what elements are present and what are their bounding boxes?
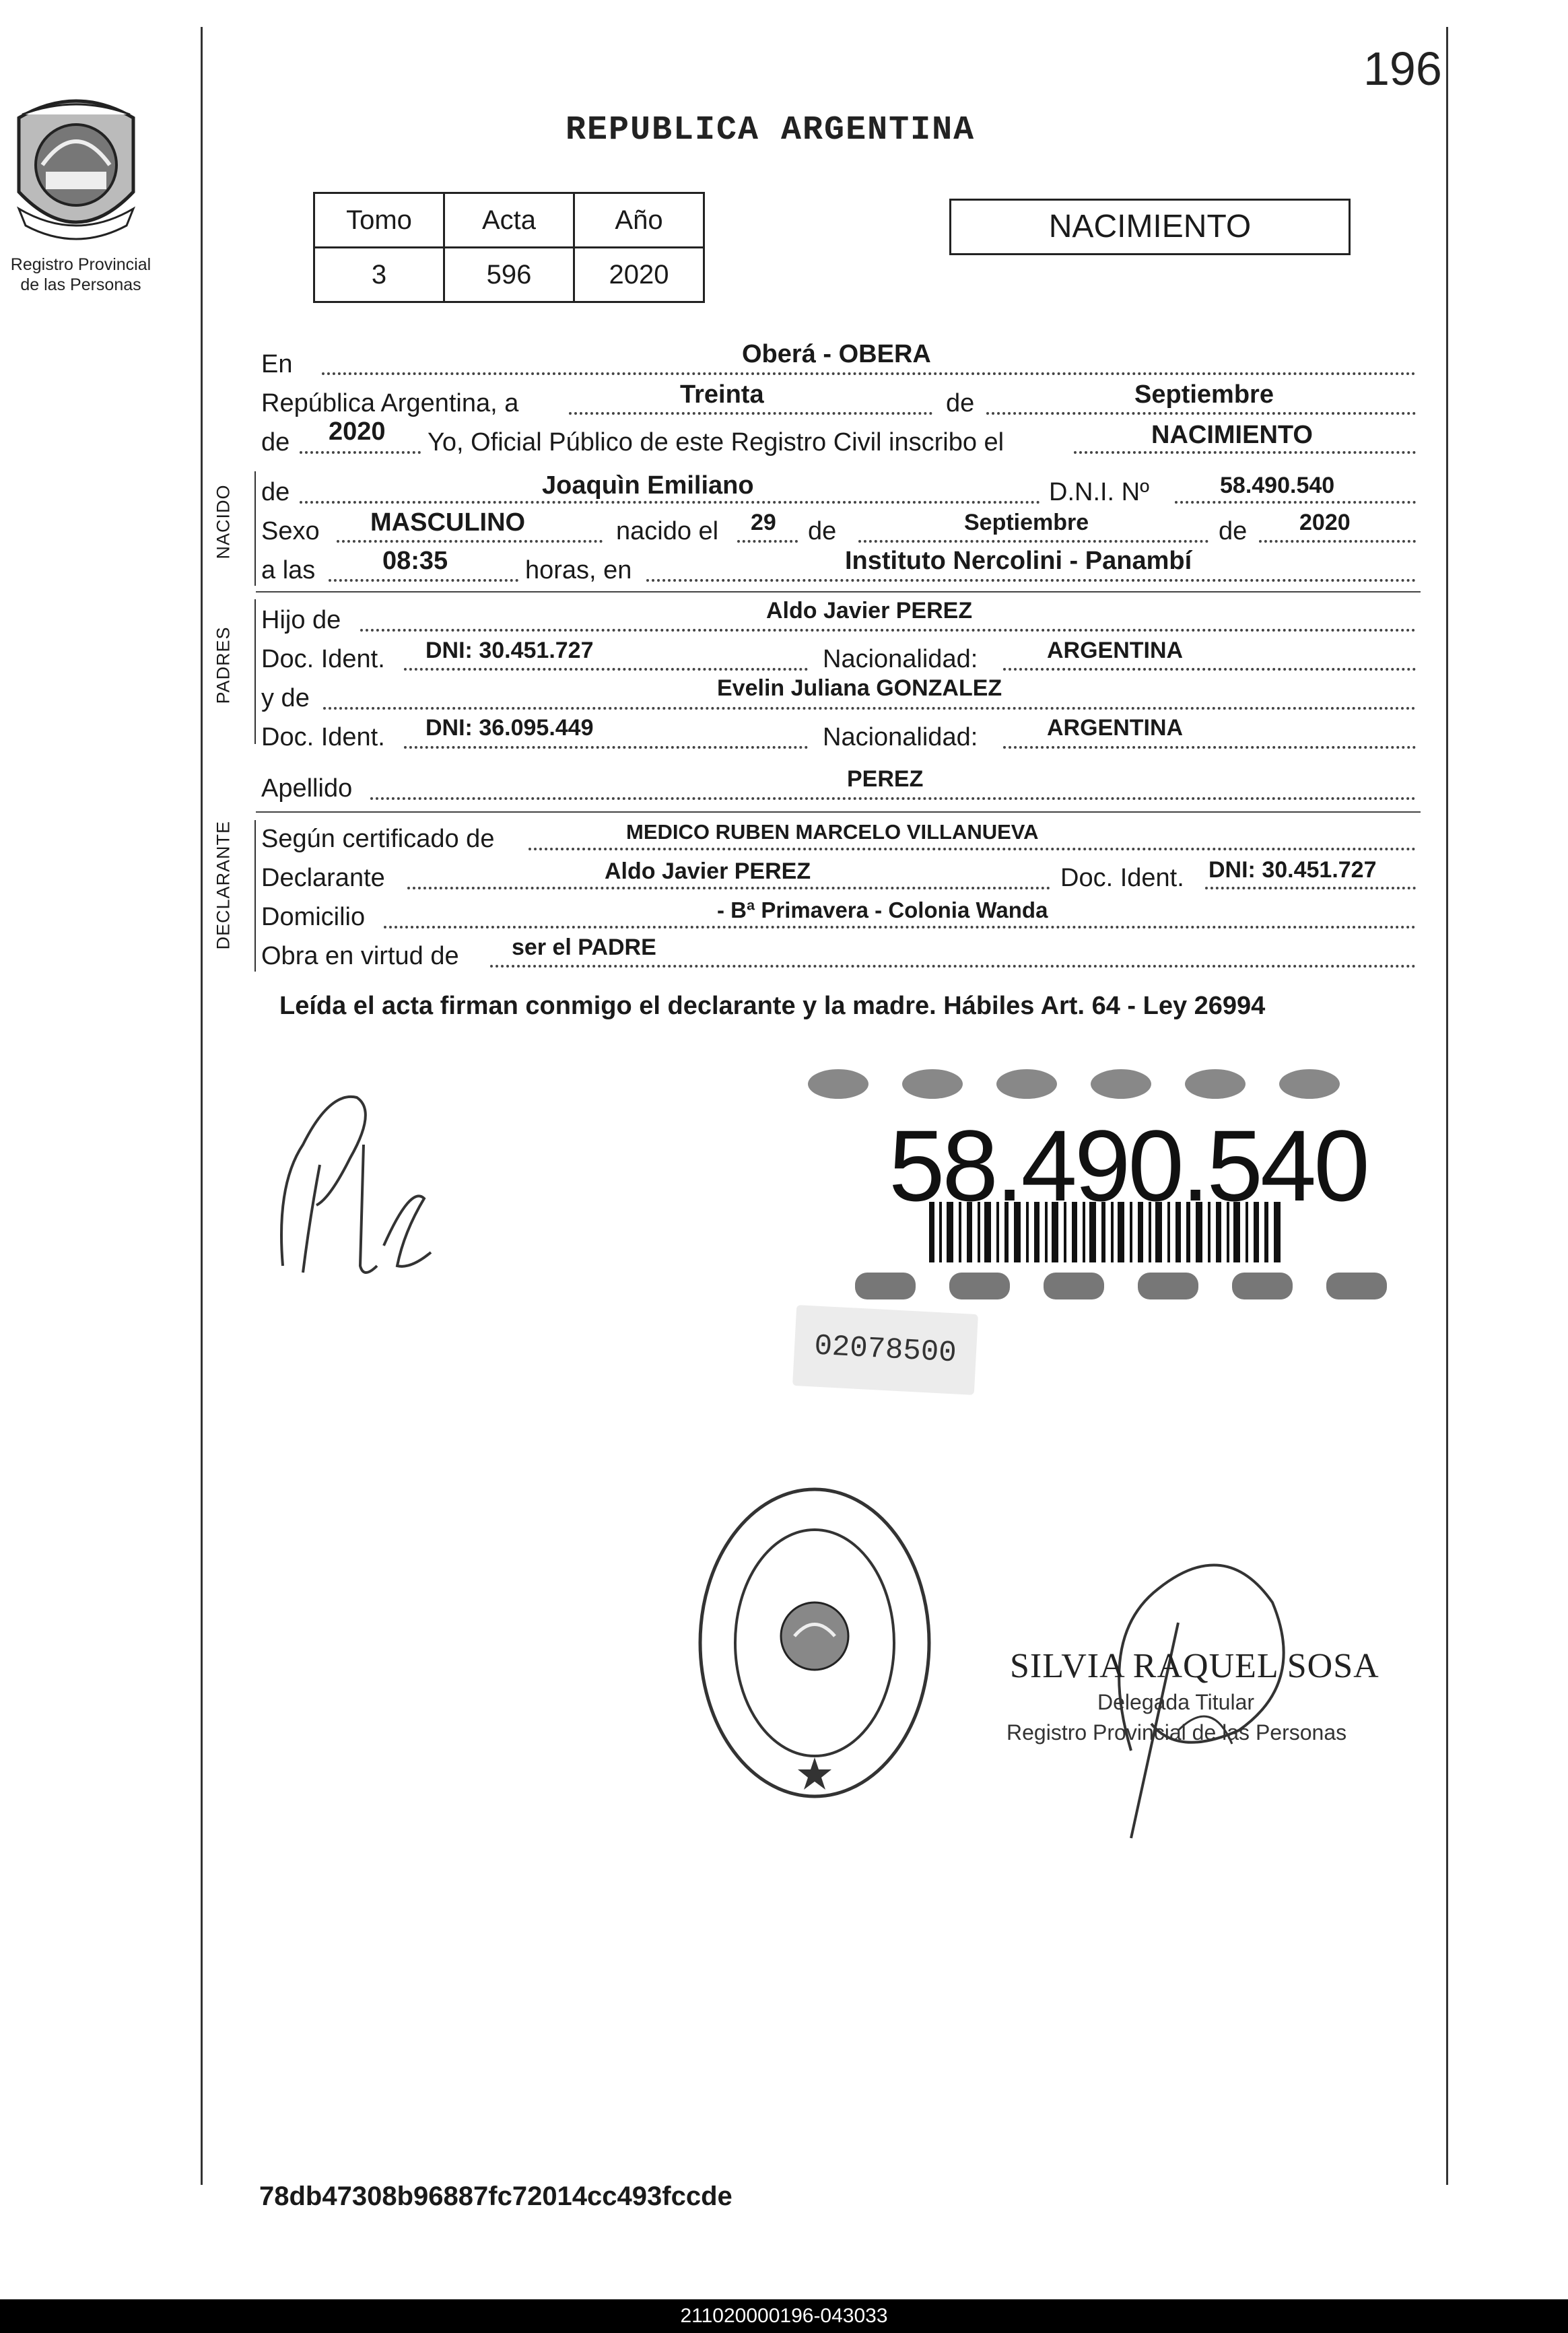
dotted-line <box>384 926 1416 928</box>
record-header: Tomo <box>314 193 444 248</box>
label-doc-ident: Doc. Ident. <box>1060 864 1184 892</box>
field-certificate-by: MEDICO RUBEN MARCELO VILLANUEVA <box>626 820 1039 844</box>
record-value: 2020 <box>574 248 704 302</box>
field-birth-day: 29 <box>751 510 776 535</box>
label-doc-ident: Doc. Ident. <box>261 645 385 673</box>
field-capacity: ser el PADRE <box>512 935 656 960</box>
dotted-line <box>737 540 798 543</box>
field-address: - Bª Primavera - Colonia Wanda <box>717 898 1048 922</box>
label-segun: Según certificado de <box>261 825 495 853</box>
dotted-line <box>1003 746 1416 749</box>
field-surname: PEREZ <box>847 766 924 792</box>
logo-caption: Registro Provincial de las Personas <box>10 255 151 294</box>
left-margin-line <box>201 27 203 2185</box>
field-declarant: Aldo Javier PEREZ <box>605 858 811 884</box>
document-hash: 78db47308b96887fc72014cc493fccde <box>259 2182 732 2211</box>
label-nacionalidad: Nacionalidad: <box>823 645 978 673</box>
dotted-line <box>646 579 1416 582</box>
section-label-declarante: DECLARANTE <box>213 820 234 950</box>
dotted-line <box>329 579 518 582</box>
field-place: Oberá - OBERA <box>742 340 931 368</box>
dotted-line <box>1259 540 1416 543</box>
signatory-role: Delegada Titular <box>1097 1690 1255 1714</box>
label-hijo-de: Hijo de <box>261 606 341 634</box>
record-header: Año <box>574 193 704 248</box>
section-label-padres: PADRES <box>213 626 234 704</box>
field-act-type: NACIMIENTO <box>1151 421 1313 449</box>
dotted-line <box>322 372 1416 375</box>
document-type-box: NACIMIENTO <box>949 199 1351 255</box>
field-birth-time: 08:35 <box>382 547 448 575</box>
record-header: Acta <box>444 193 574 248</box>
label-de: de <box>261 478 290 506</box>
dotted-line <box>300 501 1040 504</box>
label-obra: Obra en virtud de <box>261 942 459 970</box>
label-en: En <box>261 350 293 378</box>
label-a-las: a las <box>261 556 316 584</box>
field-father-name: Aldo Javier PEREZ <box>766 598 973 623</box>
record-value: 596 <box>444 248 574 302</box>
field-month: Septiembre <box>1134 380 1274 409</box>
label-de: de <box>1219 517 1248 545</box>
dotted-line <box>490 965 1416 968</box>
field-year: 2020 <box>329 417 386 446</box>
province-logo <box>5 91 147 249</box>
dotted-line <box>323 707 1416 710</box>
label-nacionalidad: Nacionalidad: <box>823 723 978 751</box>
page-title: REPUBLICA ARGENTINA <box>566 111 976 149</box>
label-republica: República Argentina, a <box>261 389 519 417</box>
dotted-line <box>370 797 1416 800</box>
signatory-office: Registro Provincial de las Personas <box>1007 1720 1347 1745</box>
dotted-line <box>404 746 808 749</box>
dotted-line <box>986 412 1416 415</box>
dotted-line <box>529 848 1416 850</box>
label-doc-ident: Doc. Ident. <box>261 723 385 751</box>
section-bar-declarante <box>254 820 256 972</box>
dotted-line <box>569 412 932 415</box>
label-yo: Yo, Oficial Público de este Registro Civil inscribo el <box>428 428 1004 457</box>
label-dni-no: D.N.I. Nº <box>1049 478 1149 506</box>
section-bar-nacido <box>254 471 256 586</box>
field-father-nationality: ARGENTINA <box>1047 638 1184 663</box>
label-declarante: Declarante <box>261 864 385 892</box>
label-y-de: y de <box>261 684 310 712</box>
stamp-number: 02078500 <box>792 1305 978 1395</box>
record-value: 3 <box>314 248 444 302</box>
section-divider <box>256 811 1421 813</box>
dotted-line <box>1205 887 1416 889</box>
dotted-line <box>407 887 1050 889</box>
dotted-line <box>404 668 808 671</box>
section-label-nacido: NACIDO <box>213 484 234 560</box>
field-mother-doc: DNI: 36.095.449 <box>425 715 594 741</box>
field-birth-place: Instituto Nercolini - Panambí <box>845 547 1192 575</box>
label-horas-en: horas, en <box>525 556 632 584</box>
section-bar-padres <box>254 599 256 744</box>
label-de: de <box>808 517 837 545</box>
page-number: 196 <box>1363 42 1442 95</box>
record-table <box>313 192 705 303</box>
label-sexo: Sexo <box>261 517 320 545</box>
label-de: de <box>261 428 290 457</box>
field-day-text: Treinta <box>680 380 764 409</box>
dotted-line <box>858 540 1208 543</box>
field-father-doc: DNI: 30.451.727 <box>425 638 594 663</box>
dotted-line <box>360 629 1416 632</box>
dotted-line <box>1074 451 1416 454</box>
label-domicilio: Domicilio <box>261 903 366 931</box>
field-mother-nationality: ARGENTINA <box>1047 715 1184 741</box>
field-child-name: Joaquìn Emiliano <box>542 471 754 500</box>
signatory-name: SILVIA RAQUEL SOSA <box>1010 1647 1379 1685</box>
field-child-dni: 58.490.540 <box>1220 473 1335 498</box>
dotted-line <box>1003 668 1416 671</box>
official-signature <box>1077 1528 1333 1845</box>
label-de: de <box>946 389 975 417</box>
section-divider <box>256 591 1421 593</box>
dotted-line <box>1175 501 1416 504</box>
registry-seal <box>693 1481 936 1804</box>
field-declarant-doc: DNI: 30.451.727 <box>1208 857 1377 883</box>
dotted-line <box>337 540 603 543</box>
closing-text: Leída el acta firman conmigo el declarante y la madre. Hábiles Art. 64 - Ley 26994 <box>279 992 1266 1020</box>
field-birth-year: 2020 <box>1299 510 1351 535</box>
dotted-line <box>300 451 421 454</box>
barcode-number: 58.490.540 <box>889 1109 1367 1222</box>
declarant-signature <box>269 1064 444 1293</box>
right-margin-line <box>1446 27 1448 2185</box>
label-nacido-el: nacido el <box>616 517 719 545</box>
label-apellido: Apellido <box>261 774 353 803</box>
field-sex: MASCULINO <box>370 508 526 537</box>
field-mother-name: Evelin Juliana GONZALEZ <box>717 675 1002 701</box>
document-code: 211020000196-043033 <box>680 2305 888 2327</box>
field-birth-month: Septiembre <box>964 510 1089 535</box>
